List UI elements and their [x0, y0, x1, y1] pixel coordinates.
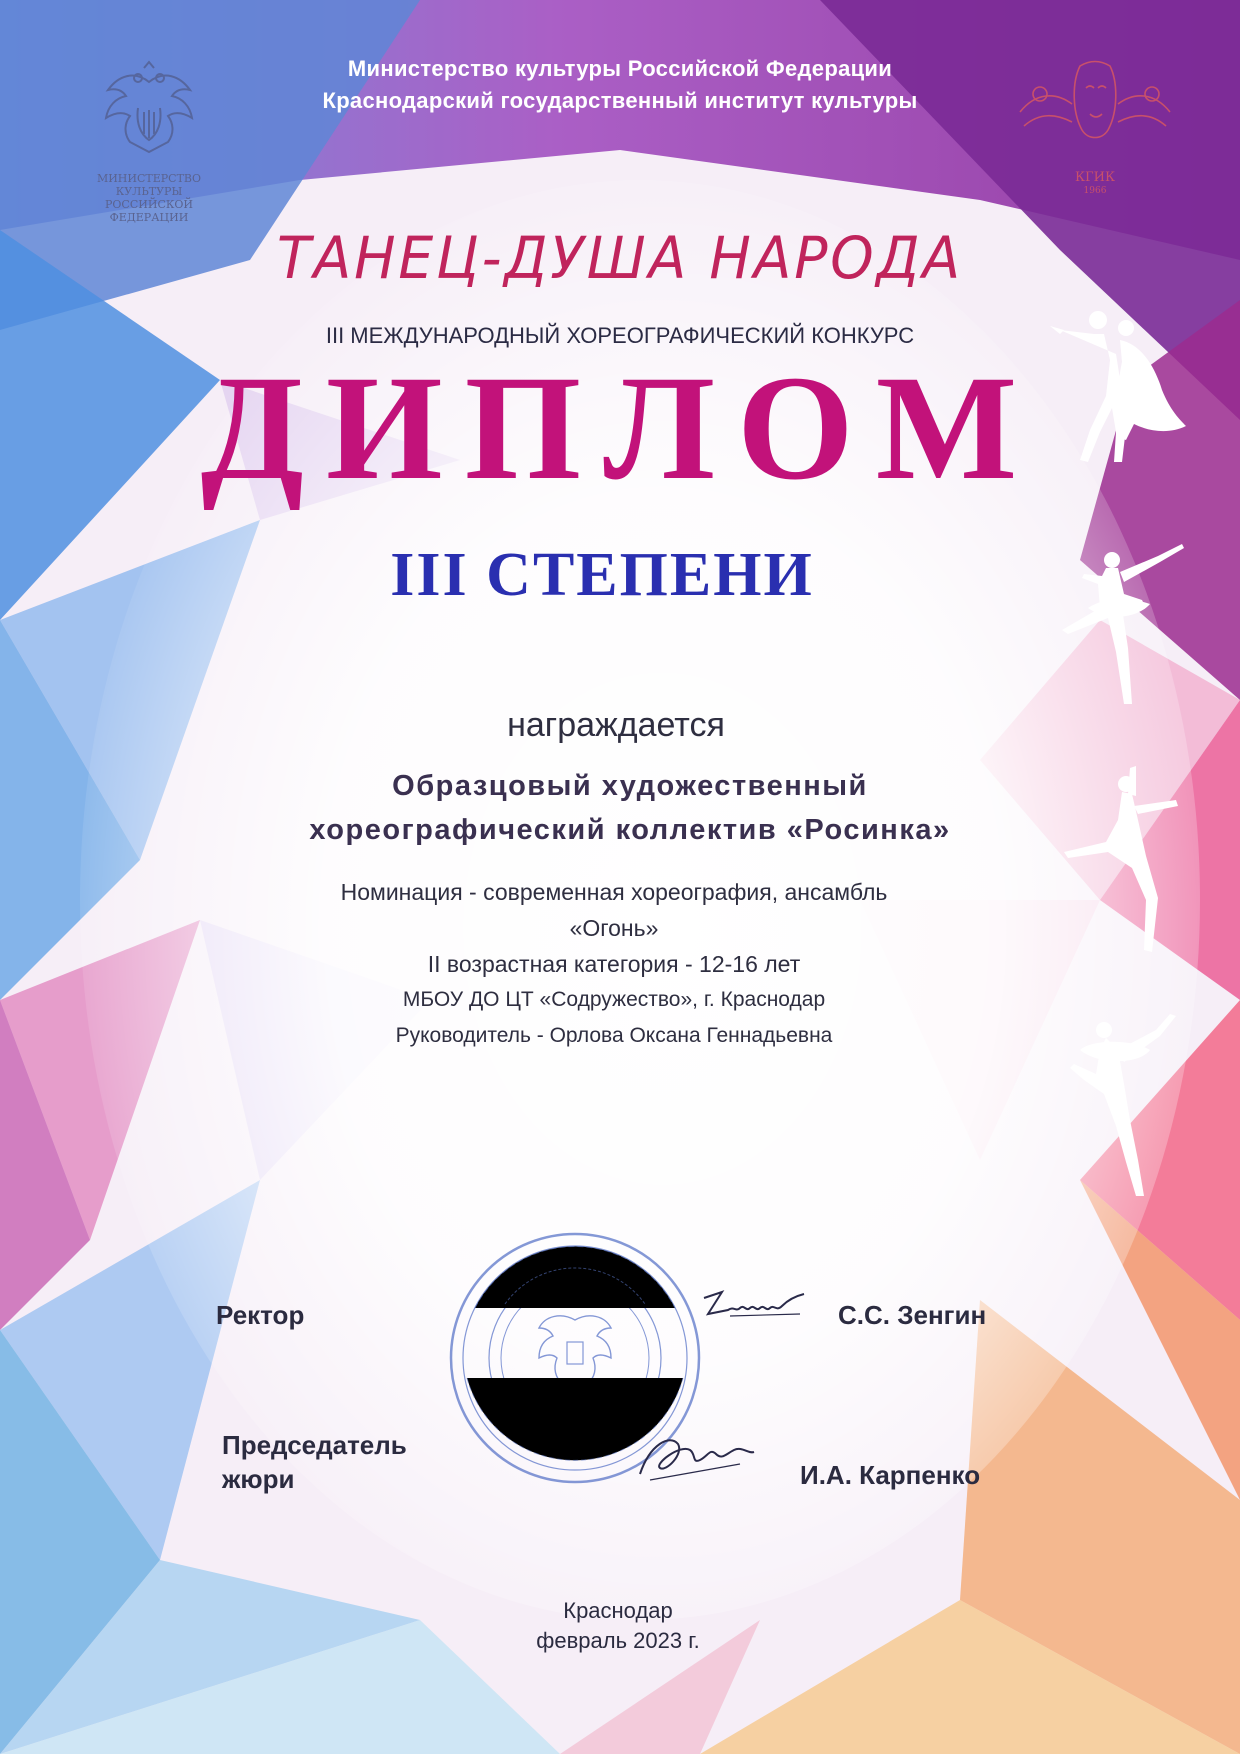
nomination-line2: «Огонь»	[569, 915, 659, 941]
footer-city: Краснодар	[563, 1598, 673, 1623]
contest-title: III МЕЖДУНАРОДНЫЙ ХОРЕОГРАФИЧЕСКИЙ КОНКУРС	[325, 323, 915, 348]
leader: Руководитель - Орлова Оксана Геннадьевна	[395, 1024, 833, 1047]
footer-place-date	[0, 1596, 1238, 1656]
diploma-degree: III СТЕПЕНИ	[390, 541, 814, 609]
award-details	[0, 874, 1234, 1054]
jury-label-line2: жюри	[222, 1464, 295, 1494]
institute-logo	[1010, 52, 1180, 202]
rector-label: Ректор	[216, 1300, 305, 1330]
festival-title: ТАНЕЦ-ДУША НАРОДА	[277, 224, 963, 292]
age-category: II возрастная категория - 12-16 лет	[427, 951, 801, 977]
emblem-caption-line1: МИНИСТЕРСТВО КУЛЬТУРЫ	[96, 172, 202, 198]
nomination-line1: Номинация - современная хореография, ансамбль	[340, 879, 888, 905]
awarded-text: награждается	[507, 706, 725, 744]
ministry-emblem	[64, 60, 234, 224]
diploma-title: ДИПЛОМ	[200, 345, 1040, 511]
institution: МБОУ ДО ЦТ «Содружество», г. Краснодар	[402, 988, 826, 1011]
rector-name: С.С. Зенгин	[838, 1300, 987, 1330]
rector-signature	[700, 1286, 810, 1330]
recipient-line2: хореографический коллектив «Росинка»	[309, 814, 951, 846]
recipient-line1: Образцовый художественный	[392, 770, 868, 802]
header-ministry: Министерство культуры Российской Федерации	[347, 56, 893, 81]
header-institute: Краснодарский государственный институт культуры	[322, 88, 918, 113]
jury-chair-label	[222, 1428, 407, 1496]
institute-abbr: КГИК	[1074, 170, 1116, 185]
theatre-mask-icon	[1010, 52, 1180, 162]
jury-chair-signature	[630, 1424, 760, 1494]
recipient-name	[10, 764, 1240, 852]
jury-chair-name: И.А. Карпенко	[800, 1460, 981, 1490]
emblem-caption-line2: РОССИЙСКОЙ ФЕДЕРАЦИИ	[105, 198, 193, 224]
footer-date: февраль 2023 г.	[536, 1628, 700, 1653]
institute-year: 1966	[1083, 186, 1107, 196]
jury-label-line1: Председатель	[222, 1430, 407, 1460]
